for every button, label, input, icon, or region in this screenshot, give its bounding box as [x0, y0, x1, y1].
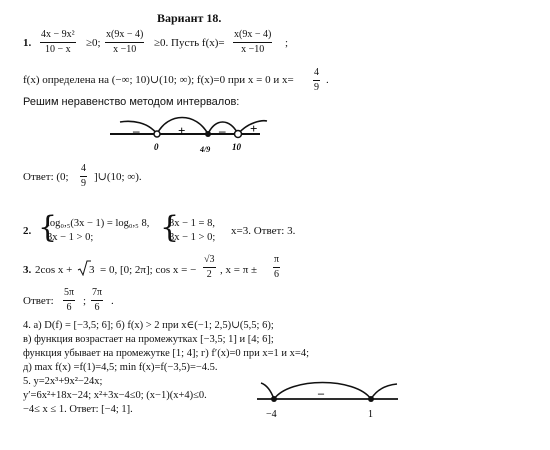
- tick-label: 10: [232, 142, 241, 152]
- problem-3-sqrt-arg: 3: [89, 264, 95, 276]
- problem-1-geq-2: ≥0. Пусть f(x)=: [154, 37, 225, 49]
- tick-label: 4/9: [200, 145, 211, 154]
- sign-label: –: [219, 123, 226, 138]
- fraction-denominator: 9: [314, 82, 319, 93]
- problem-1-geq-1: ≥0;: [86, 37, 101, 49]
- system-2-line-1: 3x − 1 = 8,: [169, 218, 215, 229]
- system-1-line-1: log₀,₅(3x − 1) = log₀,₅ 8,: [47, 218, 150, 229]
- system-2-line-2: 3x − 1 > 0;: [169, 232, 216, 243]
- point-four-ninths: [205, 131, 211, 137]
- system-1-line-2: 3x − 1 > 0;: [47, 232, 94, 243]
- tick-label: 0: [154, 142, 159, 152]
- problem-1-answer-pre: Ответ: (0;: [23, 171, 69, 183]
- fraction-numerator: √3: [203, 255, 216, 268]
- system-brace: {: [38, 210, 58, 245]
- point-one: [368, 396, 374, 402]
- problem-4-line-1: 4. а) D(f) = [−3,5; 6]; б) f(x) > 2 при x∈(−1; 2,5)∪(5,5; 6);: [23, 320, 274, 331]
- problem-3-answer-end: .: [111, 295, 114, 307]
- problem-3-answer-fraction-2: [91, 288, 103, 313]
- problem-1-answer-fraction: [80, 164, 87, 189]
- sign-label: –: [318, 386, 324, 400]
- fraction-denominator: 6: [94, 302, 100, 313]
- problem-4-line-4: д) max f(x) =f(1)=4,5; min f(x)=f(−3,5)=−4.5.: [23, 362, 218, 373]
- problem-1-fraction-3: [233, 30, 272, 55]
- problem-3-number: 3.: [23, 264, 32, 276]
- problem-3-eq3: , x = π ±: [220, 264, 258, 276]
- sign-arc: [371, 384, 397, 399]
- problem-5-line-3: −4≤ x ≤ 1. Ответ: [−4; 1].: [23, 404, 133, 415]
- problem-1-domain-text: f(x) определена на (−∞; 10)∪(10; ∞); f(x)=0 при x = 0 и x=: [23, 74, 294, 86]
- problem-3-fraction-2: [273, 255, 280, 280]
- problem-1-semicolon: ;: [285, 37, 289, 49]
- problem-3-eq2: = 0, [0; 2π]; cos x = −: [100, 264, 197, 276]
- point-ten: [235, 131, 242, 138]
- point-zero: [154, 131, 160, 137]
- fraction-numerator: 4: [80, 164, 87, 177]
- problem-5-line-2: y′=6x²+18x−24; x²+3x−4≤0; (x−1)(x+4)≤0.: [23, 390, 207, 401]
- fraction-denominator: 10 − x: [45, 44, 71, 55]
- problem-4-line-3: функция убывает на промежутке [1; 4]; г) f′(x)=0 при x=1 и x=4;: [23, 348, 309, 359]
- tick-label: 1: [368, 409, 373, 420]
- problem-2-result: x=3. Ответ: 3.: [231, 225, 296, 237]
- problem-1-method: Решим неравенство методом интервалов:: [23, 96, 240, 108]
- fraction-numerator: 7π: [91, 288, 103, 301]
- problem-3-answer-pre: Ответ:: [23, 295, 54, 307]
- system-brace: {: [160, 210, 180, 245]
- fraction-numerator: x(9x − 4): [105, 30, 144, 43]
- sign-label: +: [178, 123, 186, 138]
- problem-5-line-1: 5. y=2x³+9x²−24x;: [23, 376, 103, 387]
- problem-3-answer-fraction-1: [63, 288, 75, 313]
- problem-1-domain-fraction: [313, 68, 320, 93]
- problem-1-answer-post: ]∪(10; ∞).: [94, 171, 142, 183]
- fraction-numerator: x(9x − 4): [233, 30, 272, 43]
- problem-5-number-line: [255, 375, 400, 427]
- point-minus-four: [271, 396, 277, 402]
- tick-label: −4: [266, 409, 277, 420]
- fraction-denominator: 2: [206, 269, 212, 280]
- problem-3-answer-sep: ;: [83, 295, 87, 307]
- fraction-numerator: π: [273, 255, 280, 268]
- fraction-denominator: 6: [274, 269, 280, 280]
- fraction-denominator: 9: [81, 178, 86, 189]
- problem-2-number: 2.: [23, 225, 32, 237]
- sign-label: –: [133, 123, 140, 138]
- problem-1-number: 1.: [23, 37, 32, 49]
- fraction-numerator: 4: [313, 68, 320, 81]
- fraction-denominator: x −10: [241, 44, 265, 55]
- problem-1-number-line: [100, 108, 270, 163]
- fraction-denominator: 6: [66, 302, 72, 313]
- fraction-numerator: 4x − 9x²: [40, 30, 76, 43]
- fraction-numerator: 5π: [63, 288, 75, 301]
- sign-label: +: [250, 121, 258, 136]
- problem-3-eq: 2cos x +: [35, 264, 73, 276]
- problem-1-domain-end: .: [326, 74, 329, 86]
- problem-1-fraction-1: [40, 30, 76, 55]
- page-title: Вариант 18.: [157, 11, 222, 25]
- problem-3-fraction-1: [203, 255, 216, 280]
- fraction-denominator: x −10: [113, 44, 137, 55]
- sign-arc: [261, 383, 274, 399]
- problem-1-fraction-2: [105, 30, 144, 55]
- problem-4-line-2: в) функция возрастает на промежутках [−3,5; 1] и [4; 6];: [23, 334, 274, 345]
